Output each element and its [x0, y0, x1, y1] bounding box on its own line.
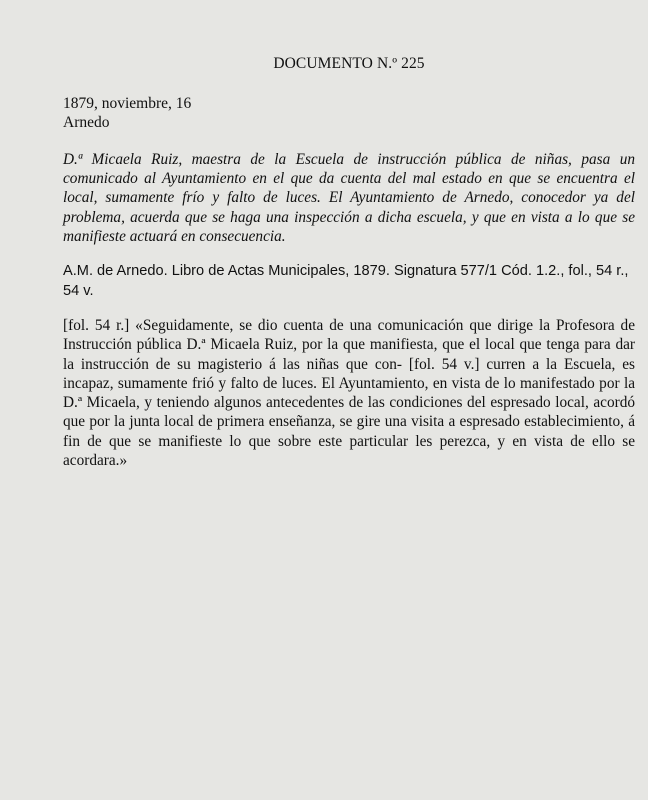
document-transcription: [fol. 54 r.] «Seguidamente, se dio cuenta de una comunicación que dirige la Profesora de Instrucción pública D.ª Micaela Ruiz, por la que manifiesta, que el local que tenga para dar la instrucción de su magisterio á las niñas que con- [fol. 54 v.] curren a la Escuela, es incapaz, sumamente frió y falto de luces. El Ayuntamiento, en vista de lo manifestado por la D.ª Micaela, y teniendo algunos antecedentes de las condiciones del espresado local, acordó que por la junta local de primera enseñanza, se gire una visita a espresado establecimiento, á fin de que se manifieste lo que sobre este particular les perezca, y en vista de ello se acordara.»	[63, 317, 635, 470]
document-meta	[63, 94, 191, 132]
archival-source: A.M. de Arnedo. Libro de Actas Municipales, 1879. Signatura 577/1 Cód. 1.2., fol., 54 r., 54 v.	[63, 263, 629, 299]
document-summary: D.ª Micaela Ruiz, maestra de la Escuela de instrucción pública de niñas, pasa un comunicado al Ayuntamiento en el que da cuenta del mal estado en que se encuentra el local, sumamente frío y falto de luces. El Ayuntamiento de Arnedo, conocedor ya del problema, acuerda que se haga una inspección a dicha escuela, y que en vista a lo que se manifieste actuará en consecuencia.	[63, 151, 635, 245]
document-place: Arnedo	[63, 114, 110, 131]
document-date: 1879, noviembre, 16	[63, 95, 192, 112]
document-title: DOCUMENTO N.º 225	[273, 55, 425, 72]
